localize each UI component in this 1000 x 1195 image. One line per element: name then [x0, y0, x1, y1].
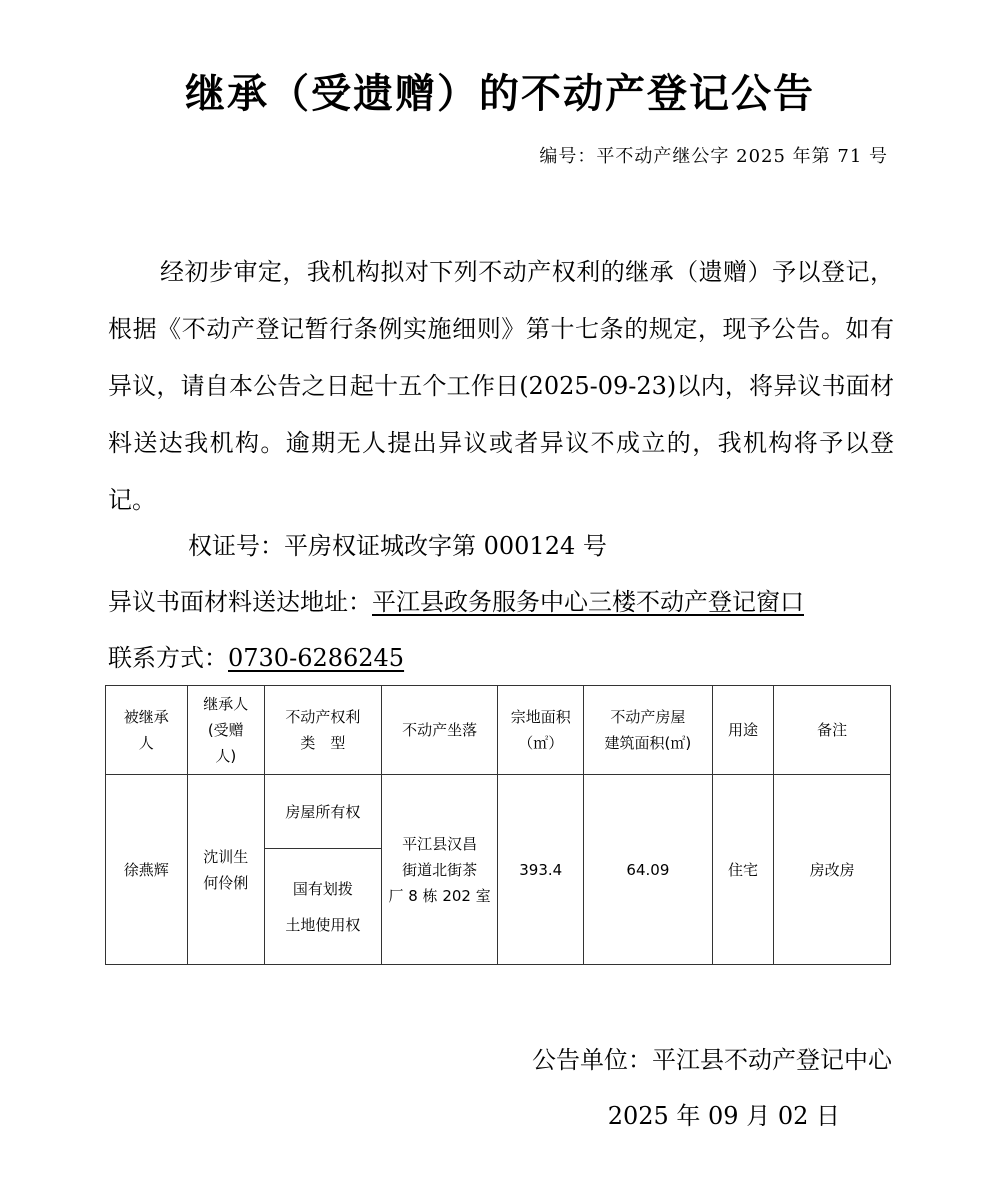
cell-land-area: 393.4: [498, 775, 584, 965]
contact-label: 联系方式：: [108, 644, 228, 672]
header-right-type: 不动产权利 类 型: [265, 686, 382, 775]
header-usage: 用途: [712, 686, 773, 775]
objection-address: [108, 582, 804, 617]
address-label: 异议书面材料送达地址：: [108, 588, 372, 616]
document-number: 编号：平不动产继公字 2025 年第 71 号: [539, 146, 888, 167]
cell-building-area: 64.09: [584, 775, 713, 965]
table-header-row: [106, 686, 891, 775]
cell-right-type-house: 房屋所有权: [265, 775, 382, 849]
cell-location: 平江县汉昌 街道北街茶 厂 8 栋 202 室: [381, 775, 498, 965]
header-remark: 备注: [774, 686, 891, 775]
cell-usage: 住宅: [712, 775, 773, 965]
cell-remark: 房改房: [774, 775, 891, 965]
issue-date: 2025 年 09 月 02 日: [607, 1102, 840, 1130]
header-land-area: 宗地面积 （㎡）: [498, 686, 584, 775]
header-decedent: 被继承 人: [106, 686, 188, 775]
contact-value: 0730-6286245: [228, 644, 405, 672]
cell-decedent: 徐燕辉: [106, 775, 188, 965]
issuing-unit: 公告单位：平江县不动产登记中心: [532, 1046, 892, 1074]
table-row: [106, 775, 891, 849]
address-value: 平江县政务服务中心三楼不动产登记窗口: [372, 588, 804, 616]
header-location: 不动产坐落: [381, 686, 498, 775]
cell-heirs: 沈训生 何伶俐: [187, 775, 264, 965]
header-building-area: 不动产房屋 建筑面积(㎡): [584, 686, 713, 775]
header-heir: 继承人 (受赠 人): [187, 686, 264, 775]
certificate-number: 权证号：平房权证城改字第 000124 号: [188, 532, 607, 560]
contact-info: [108, 638, 404, 673]
page-title: 继承（受遗赠）的不动产登记公告: [185, 71, 815, 117]
registration-table: [105, 685, 891, 965]
cell-right-type-land: 国有划拨 土地使用权: [265, 849, 382, 965]
announcement-body: 经初步审定，我机构拟对下列不动产权利的继承（遗赠）予以登记，根据《不动产登记暂行条例实施细则》第十七条的规定，现予公告。如有异议，请自本公告之日起十五个工作日(2025-09-23)以内，将异议书面材料送达我机构。逾期无人提出异议或者异议不成立的，我机构将予以登记。: [108, 258, 894, 514]
